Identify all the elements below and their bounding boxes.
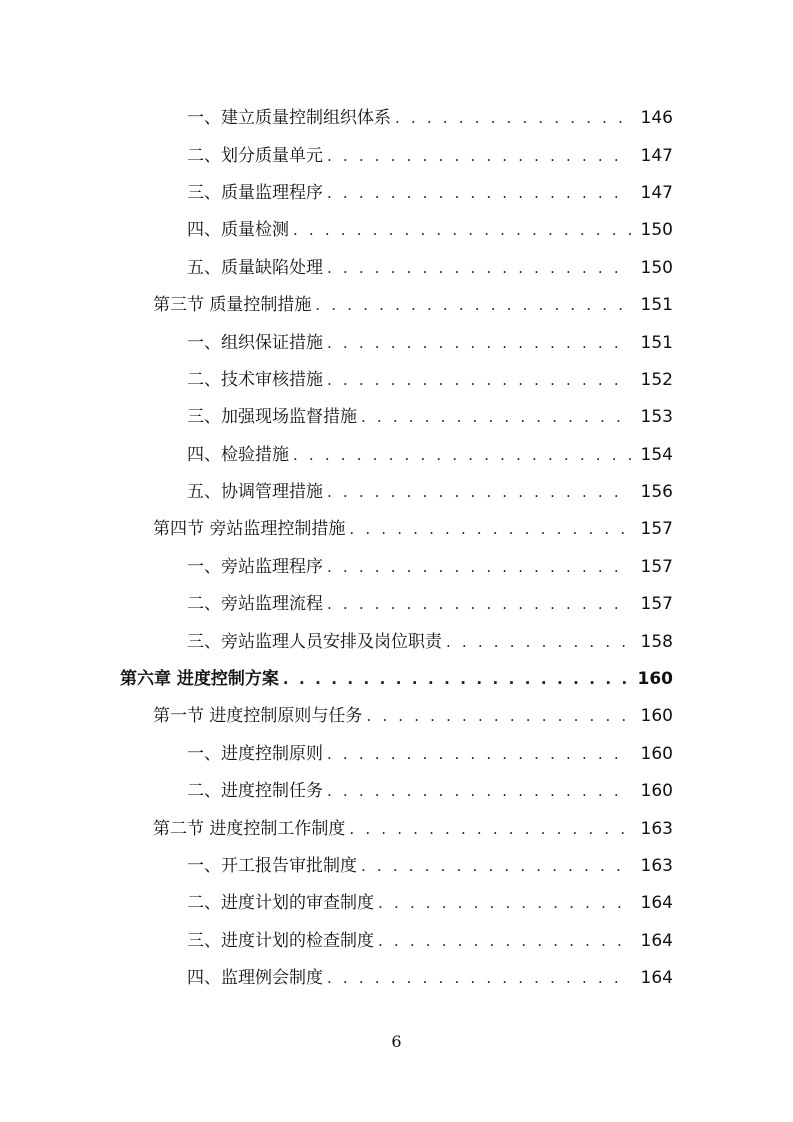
toc-dot-leader	[327, 560, 631, 575]
toc-entry-page: 156	[640, 482, 673, 503]
toc-item-entry[interactable]	[0, 250, 793, 287]
toc-entry-title: 第一节 进度控制原则与任务	[153, 706, 363, 727]
toc-dot-leader	[327, 747, 631, 762]
toc-section-entry[interactable]	[0, 698, 793, 735]
toc-item-entry[interactable]	[0, 623, 793, 660]
toc-entry-title: 二、进度计划的审查制度	[187, 893, 374, 914]
toc-entry-title: 三、质量监理程序	[187, 182, 323, 203]
toc-entry-page: 160	[637, 669, 673, 690]
toc-chapter-entry[interactable]	[0, 661, 793, 698]
toc-dot-leader	[446, 635, 631, 650]
toc-dot-leader	[293, 448, 631, 463]
toc-entry-page: 164	[640, 968, 673, 989]
toc-item-entry[interactable]	[0, 885, 793, 922]
toc-entry-title: 三、旁站监理人员安排及岗位职责	[187, 631, 442, 652]
toc-entry-page: 160	[640, 743, 673, 764]
toc-dot-leader	[327, 336, 631, 351]
toc-entry-page: 154	[640, 444, 673, 465]
toc-item-entry[interactable]	[0, 549, 793, 586]
toc-dot-leader	[293, 223, 631, 238]
toc-dot-leader	[378, 896, 631, 911]
toc-entry-title: 三、加强现场监督措施	[187, 407, 357, 428]
toc-section-entry[interactable]	[0, 287, 793, 324]
toc-item-entry[interactable]	[0, 736, 793, 773]
toc-item-entry[interactable]	[0, 960, 793, 997]
toc-dot-leader	[361, 859, 631, 874]
toc-section-entry[interactable]	[0, 810, 793, 847]
toc-item-entry[interactable]	[0, 923, 793, 960]
toc-entry-title: 五、质量缺陷处理	[187, 257, 323, 278]
toc-entry-title: 二、旁站监理流程	[187, 594, 323, 615]
toc-dot-leader	[349, 822, 631, 837]
toc-entry-title: 一、组织保证措施	[187, 332, 323, 353]
toc-dot-leader	[283, 672, 631, 687]
toc-entry-page: 147	[640, 145, 673, 166]
toc-entry-page: 160	[640, 706, 673, 727]
toc-entry-title: 第四节 旁站监理控制措施	[153, 519, 346, 540]
toc-entry-title: 第三节 质量控制措施	[153, 295, 312, 316]
toc-entry-title: 二、技术审核措施	[187, 369, 323, 390]
toc-entry-page: 160	[640, 781, 673, 802]
toc-item-entry[interactable]	[0, 773, 793, 810]
toc-dot-leader	[315, 298, 631, 313]
toc-entry-title: 一、开工报告审批制度	[187, 856, 357, 876]
toc-entry-page: 163	[640, 818, 673, 839]
toc-dot-leader	[327, 186, 631, 201]
toc-entry-page: 151	[640, 332, 673, 353]
toc-entry-title: 四、监理例会制度	[187, 968, 323, 989]
toc-entry-title: 一、旁站监理程序	[187, 556, 323, 577]
toc-item-entry[interactable]	[0, 474, 793, 511]
toc-entry-page: 164	[640, 930, 673, 951]
toc-dot-leader	[327, 485, 631, 500]
toc-item-entry[interactable]	[0, 175, 793, 212]
toc-dot-leader	[327, 597, 631, 612]
toc-dot-leader	[327, 784, 631, 799]
toc-entry-title: 二、进度控制任务	[187, 781, 323, 802]
toc-item-entry[interactable]	[0, 399, 793, 436]
toc-item-entry[interactable]	[0, 586, 793, 623]
toc-dot-leader	[378, 934, 631, 949]
toc-item-entry[interactable]	[0, 848, 793, 885]
toc-item-entry[interactable]	[0, 100, 793, 137]
toc-item-entry[interactable]	[0, 212, 793, 249]
toc-entry-title: 第六章 进度控制方案	[120, 669, 279, 690]
toc-entry-page: 146	[640, 108, 673, 129]
toc-dot-leader	[366, 709, 631, 724]
toc-entry-page: 157	[640, 519, 673, 540]
toc-dot-leader	[327, 261, 631, 276]
toc-item-entry[interactable]	[0, 437, 793, 474]
toc-item-entry[interactable]	[0, 362, 793, 399]
toc-dot-leader	[395, 111, 631, 126]
toc-entry-title: 第二节 进度控制工作制度	[153, 818, 346, 839]
toc-entry-page: 157	[640, 594, 673, 615]
toc-entry-page: 150	[640, 257, 673, 278]
toc-dot-leader	[327, 373, 631, 388]
toc-entry-page: 158	[640, 631, 673, 652]
toc-entry-title: 五、协调管理措施	[187, 482, 323, 503]
toc-entry-page: 153	[640, 407, 673, 428]
toc-entry-page: 150	[640, 220, 673, 241]
toc-dot-leader	[327, 149, 631, 164]
toc-entry-title: 四、检验措施	[187, 444, 289, 465]
toc-dot-leader	[349, 522, 631, 537]
toc-entry-title: 一、建立质量控制组织体系	[187, 108, 391, 129]
toc-item-entry[interactable]	[0, 324, 793, 361]
toc-entry-title: 三、进度计划的检查制度	[187, 930, 374, 951]
toc-section-entry[interactable]	[0, 511, 793, 548]
toc-entry-title: 一、进度控制原则	[187, 743, 323, 764]
toc-dot-leader	[361, 410, 631, 425]
toc-entry-title: 二、划分质量单元	[187, 145, 323, 166]
toc-entry-page: 147	[640, 182, 673, 203]
toc-entry-page: 152	[640, 369, 673, 390]
toc-entry-page: 151	[640, 295, 673, 316]
toc-entry-title: 四、质量检测	[187, 220, 289, 241]
toc-entry-page: 164	[640, 893, 673, 914]
toc-entry-page: 157	[640, 556, 673, 577]
toc-item-entry[interactable]	[0, 137, 793, 174]
toc-dot-leader	[327, 971, 631, 986]
table-of-contents	[0, 100, 793, 997]
toc-entry-page: 163	[640, 856, 673, 876]
page-number: 6	[391, 1032, 402, 1051]
